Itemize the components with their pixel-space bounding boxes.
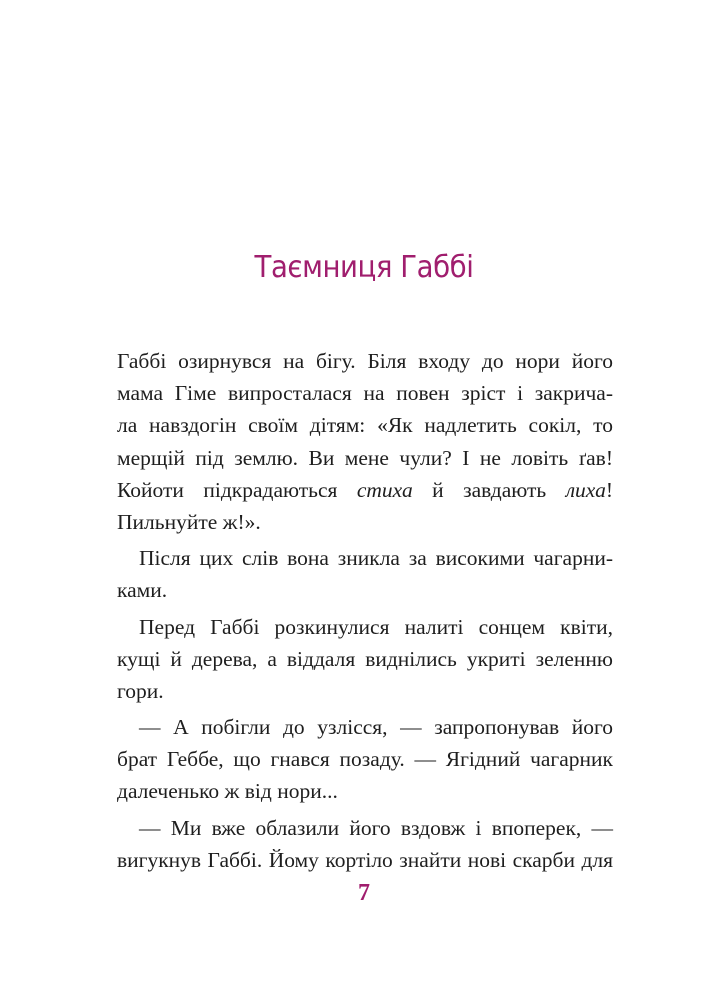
- text-run: Койоти підкрадаються: [117, 477, 357, 502]
- text-line: гори.: [117, 678, 164, 703]
- italic-word: стиха: [356, 477, 413, 502]
- text-run: й завдають: [412, 477, 566, 502]
- text-line: Після цих слів вона зникла за високими чагарни-: [139, 546, 613, 571]
- text-line: Габбі озирнувся на бігу. Біля входу до нори його: [117, 349, 613, 373]
- text-line: мерщій під землю. Ви мене чули? І не ловіть ґав!: [117, 445, 613, 470]
- text-line: Перед Габбі розкинулися налиті сонцем квіти,: [139, 614, 613, 639]
- chapter-title: Таємниця Габбі: [254, 250, 474, 285]
- text-line: брат Геббе, що гнався позаду. — Ягідний чагарник: [117, 747, 613, 772]
- text-line: Пильнуйте ж!».: [117, 509, 261, 534]
- page-number: 7: [358, 880, 370, 906]
- text-run: !: [605, 477, 613, 502]
- body-text: [117, 345, 613, 876]
- text-line: далеченько ж від нори...: [117, 779, 338, 804]
- text-line: кущі й дерева, а віддаля виднілись укриті зеленню: [117, 646, 613, 671]
- text-line: — Ми вже облазили його вздовж і впоперек, —: [139, 815, 613, 840]
- text-line: мама Гіме випросталася на повен зріст і закрича-: [117, 381, 613, 406]
- text-line: ками.: [117, 578, 168, 603]
- text-line-with-italics: [117, 474, 613, 506]
- text-line: вигукнув Габбі. Йому кортіло знайти нові скарби для: [117, 847, 613, 872]
- italic-word: лиха: [565, 477, 606, 502]
- text-line: — А побігли до узлісся, — запропонував його: [139, 715, 613, 740]
- text-line: ла навздогін своїм дітям: «Як надлетить сокіл, то: [117, 413, 613, 438]
